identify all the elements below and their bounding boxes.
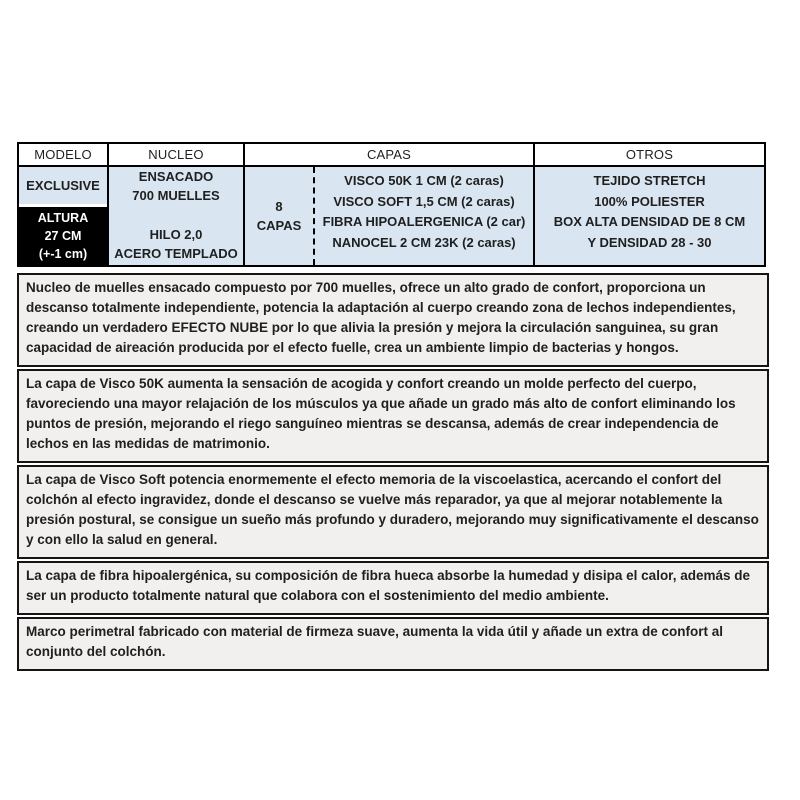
capas-layer-visco50k: VISCO 50K 1 CM (2 caras) bbox=[344, 173, 504, 188]
paragraph-visco-50k: La capa de Visco 50K aumenta la sensación de acogida y confort creando un molde perfecto del cuerpo, favoreciendo una mayor relajación de los músculos ya que añade un grado más alto de confort eliminando los puntos de presión, mejorando el riego sanguíneo mientras se descansa, además de crear independencia de lechos en las medidas de matrimonio. bbox=[17, 369, 769, 463]
paragraph-nucleo-muelles: Nucleo de muelles ensacado compuesto por 700 muelles, ofrece un alto grado de confort, proporciona un descanso totalmente independiente, potencia la adaptación al cuerpo creando zona de lechos independientes, creando un verdadero EFECTO NUBE por lo que alivia la presión y mejora la circulación sanguinea, su gran capacidad de aireación producida por el efecto fuelle, crea un ambiente limpio de bacterias y hongos. bbox=[17, 273, 769, 367]
header-cell-capas: CAPAS bbox=[245, 144, 535, 165]
paragraph-marco-perimetral: Marco perimetral fabricado con material de firmeza suave, aumenta la vida útil y añade un extra de confort al conjunto del colchón. bbox=[17, 617, 769, 671]
spec-table-body-row bbox=[19, 167, 764, 265]
header-cell-nucleo: NUCLEO bbox=[109, 144, 245, 165]
altura-value: 27 CM bbox=[44, 229, 82, 243]
header-cell-modelo: MODELO bbox=[19, 144, 109, 165]
otros-line-tejido: TEJIDO STRETCH bbox=[593, 173, 706, 188]
header-cell-otros: OTROS bbox=[535, 144, 764, 165]
capas-layer-nanocel: NANOCEL 2 CM 23K (2 caras) bbox=[332, 234, 516, 250]
capas-layer-list bbox=[315, 167, 533, 265]
nucleo-line-hilo: HILO 2,0 bbox=[149, 227, 203, 242]
capas-layer-viscosoft: VISCO SOFT 1,5 CM (2 caras) bbox=[333, 193, 515, 209]
otros-line-densidad: Y DENSIDAD 28 - 30 bbox=[587, 234, 712, 250]
capas-count-cell bbox=[245, 167, 315, 265]
nucleo-bottom-block bbox=[109, 226, 243, 263]
capas-layer-fibra: FIBRA HIPOALERGENICA (2 car) bbox=[322, 214, 526, 229]
nucleo-line-acero: ACERO TEMPLADO bbox=[114, 245, 238, 261]
model-name-cell: EXCLUSIVE bbox=[19, 167, 107, 204]
altura-cell bbox=[19, 207, 107, 265]
spec-table-header-row bbox=[19, 144, 764, 167]
nucleo-line-muelles: 700 MUELLES bbox=[132, 187, 220, 203]
nucleo-line-ensacado: ENSACADO bbox=[138, 169, 214, 184]
nucleo-column bbox=[109, 167, 245, 265]
altura-tolerance: (+-1 cm) bbox=[38, 247, 88, 261]
paragraph-visco-soft: La capa de Visco Soft potencia enormemente el efecto memoria de la viscoelastica, acercando el confort del colchón al efecto ingravidez, donde el descanso se vuelve más reparador, ya que al mejorar notablemente la presión postural, se consigue un sueño más profundo y duradero, mejorando muy significativamente el descanso y con ello la salud en general. bbox=[17, 465, 769, 559]
otros-line-poliester: 100% POLIESTER bbox=[594, 193, 705, 209]
modelo-column bbox=[19, 167, 109, 265]
spec-table bbox=[17, 142, 766, 267]
paragraph-fibra-hipoalergenica: La capa de fibra hipoalergénica, su composición de fibra hueca absorbe la humedad y disipa el calor, además de ser un producto totalmente natural que colabora con el sostenimiento del medio ambiente. bbox=[17, 561, 769, 615]
nucleo-top-block bbox=[109, 168, 243, 205]
capas-count-number: 8 bbox=[275, 199, 283, 214]
capas-count-label: CAPAS bbox=[256, 218, 302, 233]
capas-column bbox=[245, 167, 535, 265]
otros-column bbox=[535, 167, 764, 265]
altura-label: ALTURA bbox=[37, 211, 89, 225]
description-section bbox=[17, 273, 769, 673]
otros-line-box: BOX ALTA DENSIDAD DE 8 CM bbox=[553, 214, 746, 229]
